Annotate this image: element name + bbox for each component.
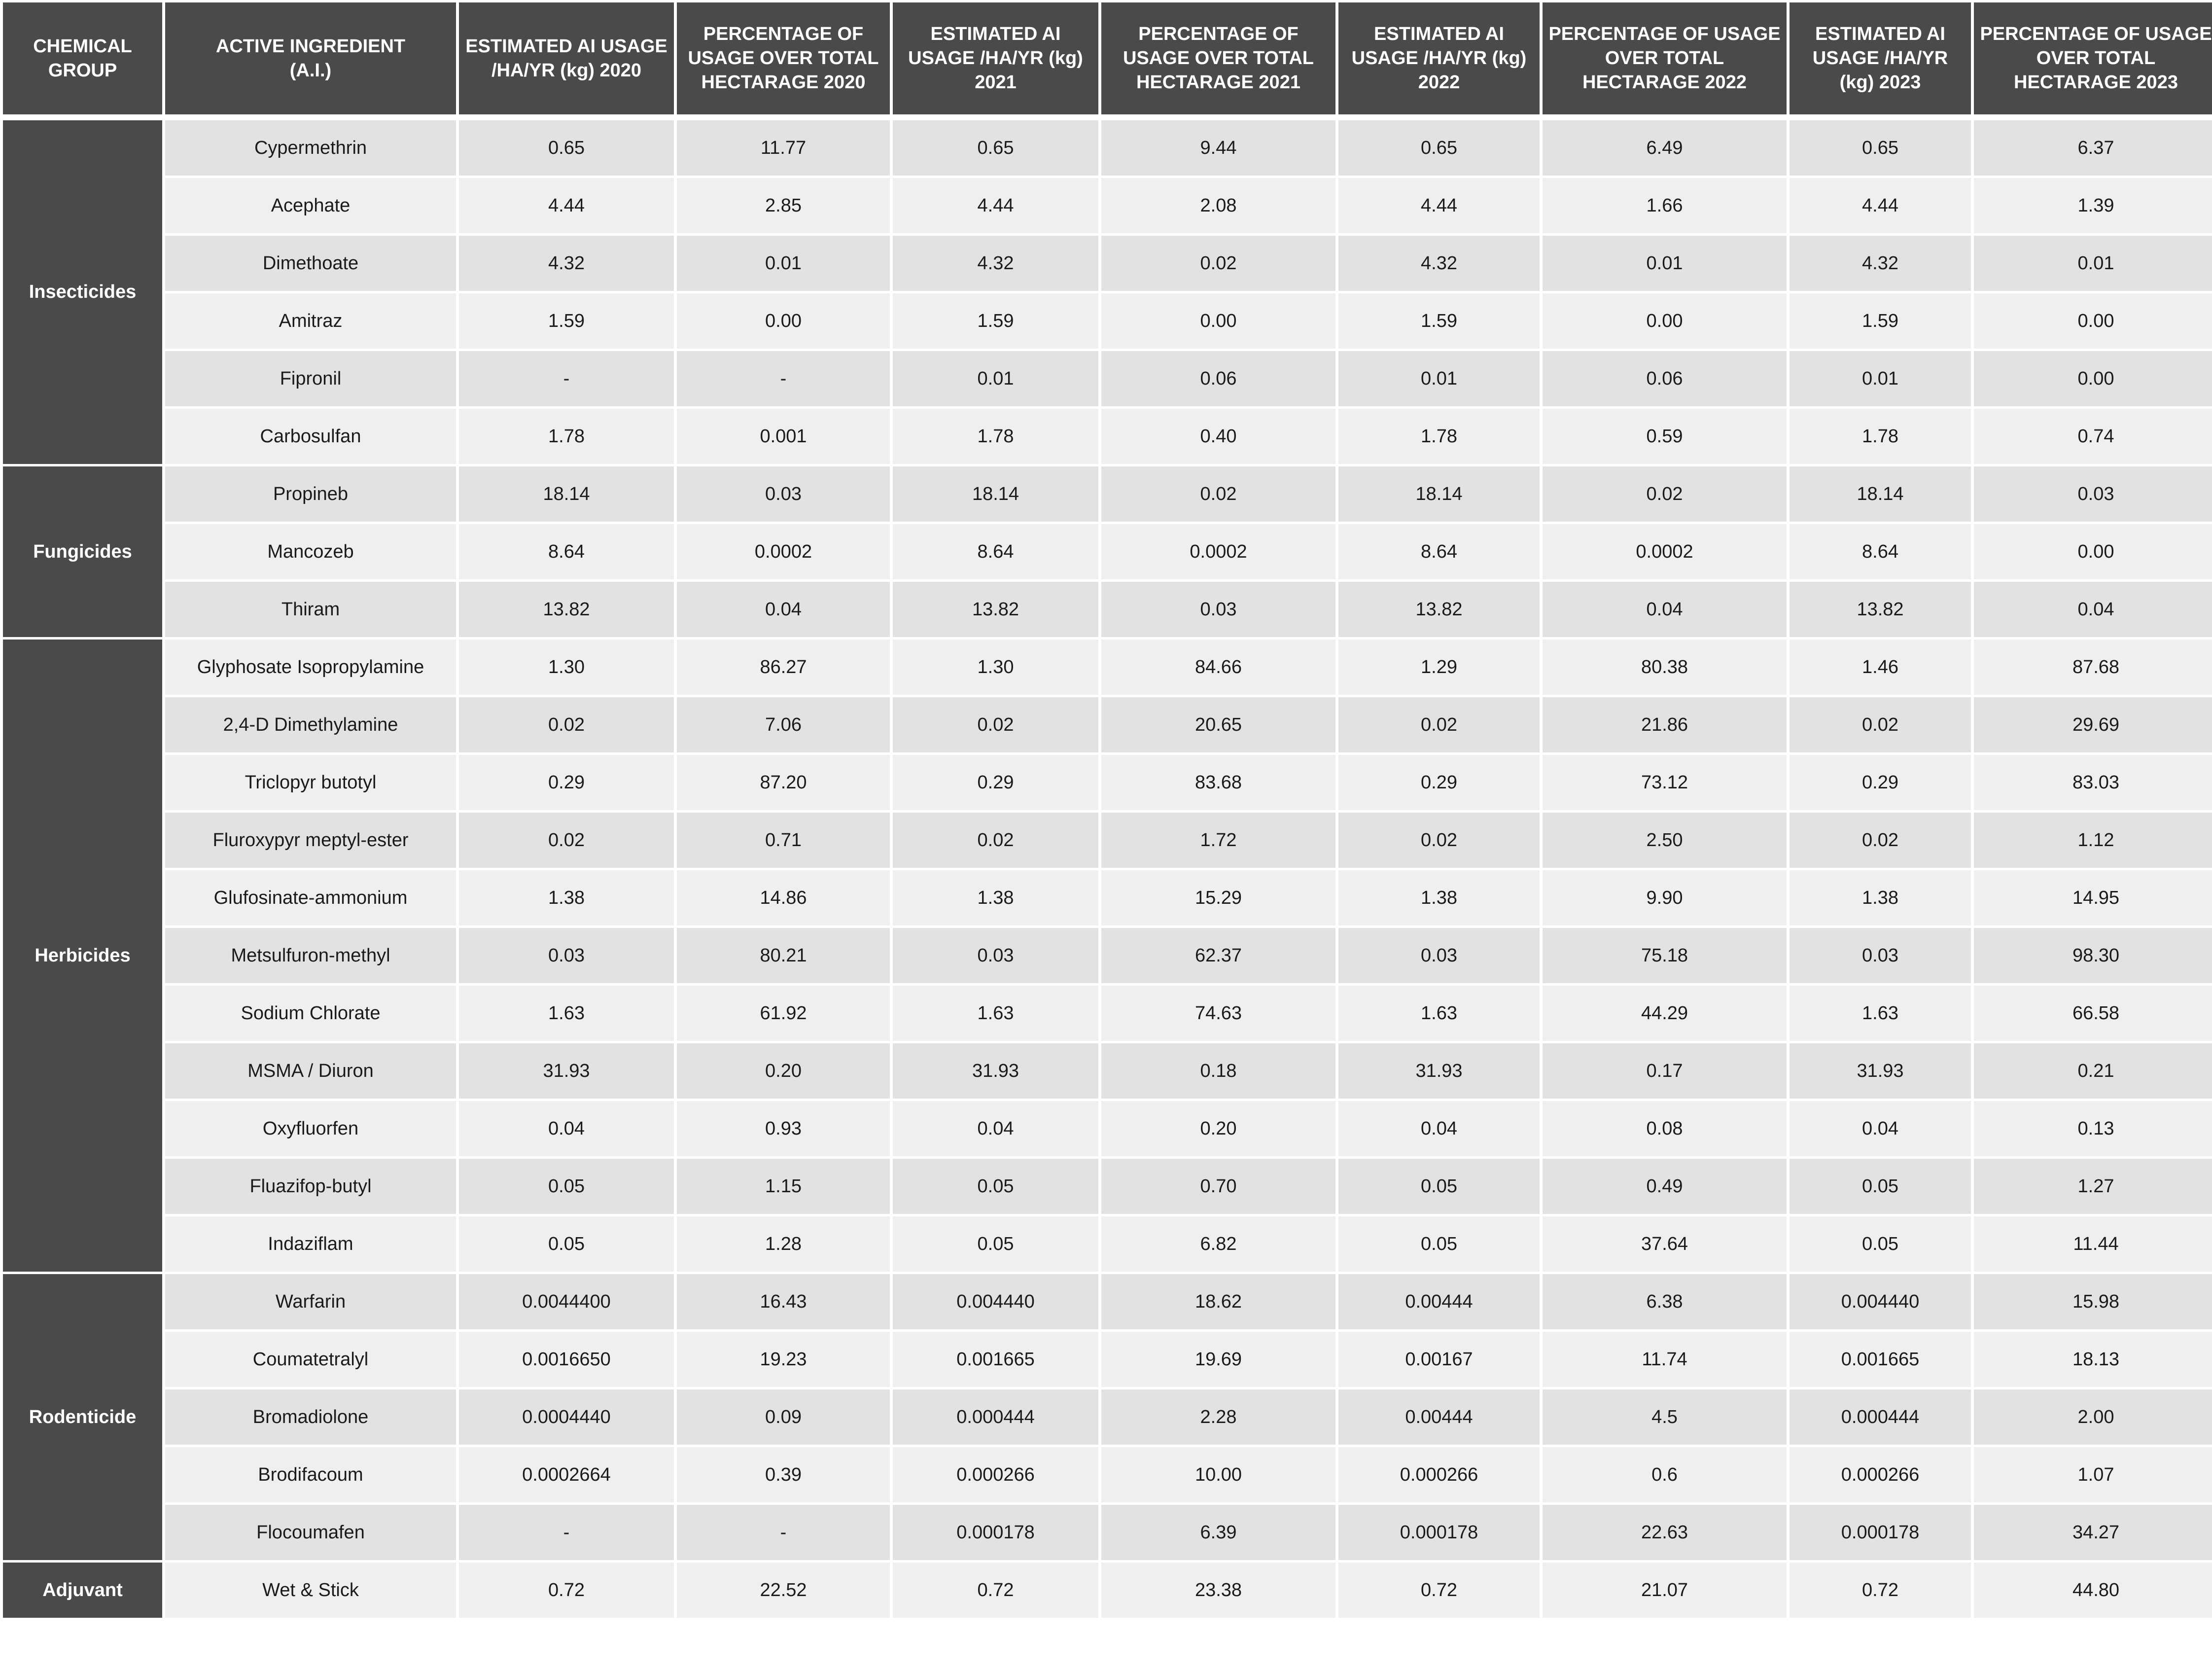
value-cell: 44.80 xyxy=(1974,1563,2212,1618)
value-cell: 1.63 xyxy=(893,986,1098,1041)
value-cell: 0.04 xyxy=(1338,1101,1540,1156)
value-cell: 1.78 xyxy=(459,409,674,464)
active-ingredient-cell: Dimethoate xyxy=(165,236,456,291)
value-cell: 2.28 xyxy=(1101,1389,1335,1445)
value-cell: 0.70 xyxy=(1101,1159,1335,1214)
value-cell: 14.86 xyxy=(677,870,890,925)
active-ingredient-cell: Coumatetralyl xyxy=(165,1332,456,1387)
value-cell: 0.29 xyxy=(893,755,1098,810)
value-cell: 0.08 xyxy=(1543,1101,1787,1156)
value-cell: 1.38 xyxy=(1338,870,1540,925)
table-row xyxy=(3,1216,2212,1272)
value-cell: 0.59 xyxy=(1543,409,1787,464)
value-cell: 1.29 xyxy=(1338,640,1540,695)
value-cell: 0.65 xyxy=(459,120,674,176)
value-cell: 0.65 xyxy=(1790,120,1971,176)
value-cell: 0.01 xyxy=(893,351,1098,406)
header-usage-2021: ESTIMATED AI USAGE /HA/YR (kg) 2021 xyxy=(893,2,1098,114)
value-cell: 1.59 xyxy=(1790,293,1971,349)
header-percentage-2023: PERCENTAGE OF USAGE OVER TOTAL HECTARAGE 2023 xyxy=(1974,2,2212,114)
active-ingredient-cell: Bromadiolone xyxy=(165,1389,456,1445)
table-row xyxy=(3,1043,2212,1099)
header-usage-2022: ESTIMATED AI USAGE /HA/YR (kg) 2022 xyxy=(1338,2,1540,114)
value-cell: 0.004440 xyxy=(893,1274,1098,1329)
table-row xyxy=(3,1563,2212,1618)
value-cell: 0.000178 xyxy=(1790,1505,1971,1560)
value-cell: - xyxy=(459,351,674,406)
value-cell: 0.001 xyxy=(677,409,890,464)
value-cell: 0.0004440 xyxy=(459,1389,674,1445)
value-cell: 29.69 xyxy=(1974,697,2212,752)
header-active-ingredient: ACTIVE INGREDIENT (A.I.) xyxy=(165,2,456,114)
value-cell: - xyxy=(677,1505,890,1560)
value-cell: 6.39 xyxy=(1101,1505,1335,1560)
value-cell: - xyxy=(459,1505,674,1560)
value-cell: 13.82 xyxy=(893,582,1098,637)
value-cell: 0.001665 xyxy=(1790,1332,1971,1387)
value-cell: 19.23 xyxy=(677,1332,890,1387)
value-cell: 0.09 xyxy=(677,1389,890,1445)
header-chemical-group: CHEMICAL GROUP xyxy=(3,2,162,114)
value-cell: 0.02 xyxy=(893,813,1098,868)
value-cell: 0.03 xyxy=(1101,582,1335,637)
value-cell: 1.39 xyxy=(1974,178,2212,233)
value-cell: 19.69 xyxy=(1101,1332,1335,1387)
value-cell: 0.00167 xyxy=(1338,1332,1540,1387)
value-cell: 0.01 xyxy=(1543,236,1787,291)
value-cell: 0.39 xyxy=(677,1447,890,1502)
value-cell: 1.63 xyxy=(1790,986,1971,1041)
value-cell: 0.0002664 xyxy=(459,1447,674,1502)
value-cell: 0.05 xyxy=(1790,1159,1971,1214)
table-row xyxy=(3,1159,2212,1214)
value-cell: 4.32 xyxy=(893,236,1098,291)
value-cell: 1.46 xyxy=(1790,640,1971,695)
value-cell: 37.64 xyxy=(1543,1216,1787,1272)
value-cell: 16.43 xyxy=(677,1274,890,1329)
value-cell: 0.49 xyxy=(1543,1159,1787,1214)
value-cell: 0.72 xyxy=(459,1563,674,1618)
table-row xyxy=(3,293,2212,349)
active-ingredient-cell: Flocoumafen xyxy=(165,1505,456,1560)
value-cell: 1.78 xyxy=(1338,409,1540,464)
active-ingredient-cell: Fipronil xyxy=(165,351,456,406)
value-cell: 2.85 xyxy=(677,178,890,233)
value-cell: 4.32 xyxy=(1790,236,1971,291)
value-cell: 83.68 xyxy=(1101,755,1335,810)
table-row xyxy=(3,524,2212,579)
value-cell: 0.04 xyxy=(1974,582,2212,637)
active-ingredient-cell: Wet & Stick xyxy=(165,1563,456,1618)
active-ingredient-cell: Carbosulfan xyxy=(165,409,456,464)
value-cell: 0.04 xyxy=(459,1101,674,1156)
value-cell: 0.0002 xyxy=(677,524,890,579)
value-cell: 0.71 xyxy=(677,813,890,868)
value-cell: 8.64 xyxy=(459,524,674,579)
value-cell: 0.01 xyxy=(1790,351,1971,406)
value-cell: 0.93 xyxy=(677,1101,890,1156)
value-cell: 31.93 xyxy=(1790,1043,1971,1099)
value-cell: 0.04 xyxy=(1790,1101,1971,1156)
table-row xyxy=(3,870,2212,925)
active-ingredient-cell: 2,4-D Dimethylamine xyxy=(165,697,456,752)
value-cell: 0.72 xyxy=(1790,1563,1971,1618)
value-cell: 0.0002 xyxy=(1101,524,1335,579)
value-cell: 18.14 xyxy=(1790,466,1971,522)
chemical-group-cell: Adjuvant xyxy=(3,1563,162,1618)
value-cell: 18.14 xyxy=(1338,466,1540,522)
value-cell: 44.29 xyxy=(1543,986,1787,1041)
value-cell: 31.93 xyxy=(893,1043,1098,1099)
value-cell: 0.02 xyxy=(1543,466,1787,522)
value-cell: 15.29 xyxy=(1101,870,1335,925)
value-cell: 18.14 xyxy=(459,466,674,522)
value-cell: 0.17 xyxy=(1543,1043,1787,1099)
value-cell: 15.98 xyxy=(1974,1274,2212,1329)
table-row xyxy=(3,409,2212,464)
chemical-group-cell: Herbicides xyxy=(3,640,162,1272)
active-ingredient-cell: Amitraz xyxy=(165,293,456,349)
value-cell: 4.44 xyxy=(459,178,674,233)
active-ingredient-cell: Warfarin xyxy=(165,1274,456,1329)
active-ingredient-cell: Fluroxypyr meptyl-ester xyxy=(165,813,456,868)
value-cell: 0.02 xyxy=(1790,697,1971,752)
value-cell: 1.38 xyxy=(1790,870,1971,925)
value-cell: 0.02 xyxy=(1101,466,1335,522)
value-cell: 9.44 xyxy=(1101,120,1335,176)
value-cell: 0.03 xyxy=(1790,928,1971,983)
value-cell: 1.63 xyxy=(459,986,674,1041)
value-cell: 0.000266 xyxy=(893,1447,1098,1502)
value-cell: 31.93 xyxy=(1338,1043,1540,1099)
value-cell: 13.82 xyxy=(1338,582,1540,637)
value-cell: 0.03 xyxy=(459,928,674,983)
value-cell: 0.29 xyxy=(1790,755,1971,810)
chemical-group-cell: Insecticides xyxy=(3,120,162,464)
value-cell: 2.50 xyxy=(1543,813,1787,868)
value-cell: 0.0016650 xyxy=(459,1332,674,1387)
value-cell: 6.82 xyxy=(1101,1216,1335,1272)
header-usage-2023: ESTIMATED AI USAGE /HA/YR (kg) 2023 xyxy=(1790,2,1971,114)
value-cell: 6.38 xyxy=(1543,1274,1787,1329)
value-cell: 1.38 xyxy=(893,870,1098,925)
active-ingredient-cell: Acephate xyxy=(165,178,456,233)
value-cell: 13.82 xyxy=(459,582,674,637)
value-cell: 0.02 xyxy=(459,813,674,868)
value-cell: 61.92 xyxy=(677,986,890,1041)
value-cell: 0.05 xyxy=(893,1216,1098,1272)
value-cell: 0.01 xyxy=(677,236,890,291)
value-cell: 1.59 xyxy=(1338,293,1540,349)
table-row xyxy=(3,466,2212,522)
table-row xyxy=(3,986,2212,1041)
value-cell: 34.27 xyxy=(1974,1505,2212,1560)
value-cell: 6.37 xyxy=(1974,120,2212,176)
value-cell: 1.66 xyxy=(1543,178,1787,233)
spacer-cell xyxy=(3,117,2212,118)
active-ingredient-cell: Thiram xyxy=(165,582,456,637)
value-cell: 83.03 xyxy=(1974,755,2212,810)
table-row xyxy=(3,1274,2212,1329)
value-cell: 4.44 xyxy=(1338,178,1540,233)
value-cell: 20.65 xyxy=(1101,697,1335,752)
value-cell: 0.03 xyxy=(893,928,1098,983)
value-cell: 0.20 xyxy=(1101,1101,1335,1156)
value-cell: 1.78 xyxy=(893,409,1098,464)
value-cell: 13.82 xyxy=(1790,582,1971,637)
active-ingredient-cell: Cypermethrin xyxy=(165,120,456,176)
value-cell: 22.63 xyxy=(1543,1505,1787,1560)
value-cell: 4.5 xyxy=(1543,1389,1787,1445)
header-percentage-2020: PERCENTAGE OF USAGE OVER TOTAL HECTARAGE 2020 xyxy=(677,2,890,114)
table-row xyxy=(3,1101,2212,1156)
value-cell: 4.32 xyxy=(459,236,674,291)
value-cell: 18.13 xyxy=(1974,1332,2212,1387)
table-row xyxy=(3,928,2212,983)
value-cell: 0.13 xyxy=(1974,1101,2212,1156)
value-cell: 0.05 xyxy=(459,1216,674,1272)
value-cell: 0.72 xyxy=(893,1563,1098,1618)
value-cell: 6.49 xyxy=(1543,120,1787,176)
value-cell: 0.05 xyxy=(1790,1216,1971,1272)
value-cell: 0.0044400 xyxy=(459,1274,674,1329)
active-ingredient-cell: Fluazifop-butyl xyxy=(165,1159,456,1214)
value-cell: 18.14 xyxy=(893,466,1098,522)
value-cell: 0.00 xyxy=(677,293,890,349)
value-cell: 0.001665 xyxy=(893,1332,1098,1387)
value-cell: 0.00444 xyxy=(1338,1274,1540,1329)
value-cell: 0.04 xyxy=(893,1101,1098,1156)
active-ingredient-cell: Mancozeb xyxy=(165,524,456,579)
value-cell: 0.01 xyxy=(1338,351,1540,406)
value-cell: 22.52 xyxy=(677,1563,890,1618)
value-cell: 0.004440 xyxy=(1790,1274,1971,1329)
value-cell: 66.58 xyxy=(1974,986,2212,1041)
value-cell: 0.65 xyxy=(1338,120,1540,176)
active-ingredient-cell: Sodium Chlorate xyxy=(165,986,456,1041)
value-cell: 0.40 xyxy=(1101,409,1335,464)
active-ingredient-cell: Indaziflam xyxy=(165,1216,456,1272)
value-cell: 1.59 xyxy=(893,293,1098,349)
value-cell: 1.59 xyxy=(459,293,674,349)
table-header xyxy=(3,2,2212,118)
table-row xyxy=(3,351,2212,406)
value-cell: 10.00 xyxy=(1101,1447,1335,1502)
value-cell: 0.04 xyxy=(1543,582,1787,637)
table-row xyxy=(3,582,2212,637)
active-ingredient-cell: Triclopyr butotyl xyxy=(165,755,456,810)
value-cell: 0.00 xyxy=(1974,351,2212,406)
value-cell: 0.06 xyxy=(1101,351,1335,406)
value-cell: 0.00 xyxy=(1974,524,2212,579)
value-cell: 0.02 xyxy=(459,697,674,752)
value-cell: 4.44 xyxy=(893,178,1098,233)
value-cell: 0.02 xyxy=(1790,813,1971,868)
value-cell: 0.05 xyxy=(1338,1216,1540,1272)
header-percentage-2021: PERCENTAGE OF USAGE OVER TOTAL HECTARAGE 2021 xyxy=(1101,2,1335,114)
value-cell: 0.02 xyxy=(1101,236,1335,291)
active-ingredient-cell: Glyphosate Isopropylamine xyxy=(165,640,456,695)
header-usage-2020: ESTIMATED AI USAGE /HA/YR (kg) 2020 xyxy=(459,2,674,114)
value-cell: 0.6 xyxy=(1543,1447,1787,1502)
value-cell: 0.03 xyxy=(1974,466,2212,522)
value-cell: 62.37 xyxy=(1101,928,1335,983)
table-row xyxy=(3,640,2212,695)
value-cell: 0.74 xyxy=(1974,409,2212,464)
value-cell: 0.000178 xyxy=(893,1505,1098,1560)
value-cell: 18.62 xyxy=(1101,1274,1335,1329)
table-row xyxy=(3,236,2212,291)
active-ingredient-cell: MSMA / Diuron xyxy=(165,1043,456,1099)
value-cell: 4.44 xyxy=(1790,178,1971,233)
value-cell: 21.86 xyxy=(1543,697,1787,752)
value-cell: 74.63 xyxy=(1101,986,1335,1041)
value-cell: 0.20 xyxy=(677,1043,890,1099)
value-cell: 0.000444 xyxy=(893,1389,1098,1445)
value-cell: 0.05 xyxy=(893,1159,1098,1214)
table-body xyxy=(3,120,2212,1618)
value-cell: 0.000444 xyxy=(1790,1389,1971,1445)
value-cell: 0.00 xyxy=(1543,293,1787,349)
value-cell: 4.32 xyxy=(1338,236,1540,291)
value-cell: 8.64 xyxy=(893,524,1098,579)
value-cell: 0.00 xyxy=(1101,293,1335,349)
table-row xyxy=(3,813,2212,868)
value-cell: 1.30 xyxy=(459,640,674,695)
value-cell: 0.72 xyxy=(1338,1563,1540,1618)
value-cell: 14.95 xyxy=(1974,870,2212,925)
value-cell: 75.18 xyxy=(1543,928,1787,983)
value-cell: 0.65 xyxy=(893,120,1098,176)
table-row xyxy=(3,120,2212,176)
value-cell: 0.02 xyxy=(893,697,1098,752)
value-cell: 2.08 xyxy=(1101,178,1335,233)
value-cell: 87.20 xyxy=(677,755,890,810)
value-cell: 1.07 xyxy=(1974,1447,2212,1502)
value-cell: 0.000266 xyxy=(1338,1447,1540,1502)
table-row xyxy=(3,1505,2212,1560)
table-row xyxy=(3,1332,2212,1387)
value-cell: - xyxy=(677,351,890,406)
value-cell: 73.12 xyxy=(1543,755,1787,810)
value-cell: 1.27 xyxy=(1974,1159,2212,1214)
value-cell: 0.000266 xyxy=(1790,1447,1971,1502)
value-cell: 80.38 xyxy=(1543,640,1787,695)
value-cell: 86.27 xyxy=(677,640,890,695)
value-cell: 1.28 xyxy=(677,1216,890,1272)
active-ingredient-cell: Brodifacoum xyxy=(165,1447,456,1502)
value-cell: 0.04 xyxy=(677,582,890,637)
value-cell: 1.15 xyxy=(677,1159,890,1214)
table-row xyxy=(3,755,2212,810)
value-cell: 2.00 xyxy=(1974,1389,2212,1445)
value-cell: 0.000178 xyxy=(1338,1505,1540,1560)
value-cell: 87.68 xyxy=(1974,640,2212,695)
value-cell: 0.02 xyxy=(1338,697,1540,752)
value-cell: 1.63 xyxy=(1338,986,1540,1041)
value-cell: 23.38 xyxy=(1101,1563,1335,1618)
value-cell: 98.30 xyxy=(1974,928,2212,983)
value-cell: 8.64 xyxy=(1790,524,1971,579)
value-cell: 0.03 xyxy=(677,466,890,522)
table-row xyxy=(3,697,2212,752)
value-cell: 1.30 xyxy=(893,640,1098,695)
value-cell: 80.21 xyxy=(677,928,890,983)
table-row xyxy=(3,178,2212,233)
value-cell: 0.0002 xyxy=(1543,524,1787,579)
value-cell: 0.29 xyxy=(459,755,674,810)
value-cell: 0.18 xyxy=(1101,1043,1335,1099)
value-cell: 1.78 xyxy=(1790,409,1971,464)
value-cell: 8.64 xyxy=(1338,524,1540,579)
value-cell: 9.90 xyxy=(1543,870,1787,925)
value-cell: 1.12 xyxy=(1974,813,2212,868)
value-cell: 0.03 xyxy=(1338,928,1540,983)
value-cell: 0.21 xyxy=(1974,1043,2212,1099)
value-cell: 84.66 xyxy=(1101,640,1335,695)
value-cell: 0.01 xyxy=(1974,236,2212,291)
chemical-group-cell: Fungicides xyxy=(3,466,162,637)
active-ingredient-cell: Oxyfluorfen xyxy=(165,1101,456,1156)
table-row xyxy=(3,1447,2212,1502)
header-spacer xyxy=(3,117,2212,118)
value-cell: 1.72 xyxy=(1101,813,1335,868)
value-cell: 31.93 xyxy=(459,1043,674,1099)
value-cell: 0.05 xyxy=(459,1159,674,1214)
chemical-group-cell: Rodenticide xyxy=(3,1274,162,1560)
table-row xyxy=(3,1389,2212,1445)
header-percentage-2022: PERCENTAGE OF USAGE OVER TOTAL HECTARAGE 2022 xyxy=(1543,2,1787,114)
value-cell: 0.29 xyxy=(1338,755,1540,810)
active-ingredient-cell: Propineb xyxy=(165,466,456,522)
header-row xyxy=(3,2,2212,114)
value-cell: 0.00444 xyxy=(1338,1389,1540,1445)
value-cell: 0.06 xyxy=(1543,351,1787,406)
value-cell: 0.00 xyxy=(1974,293,2212,349)
value-cell: 0.05 xyxy=(1338,1159,1540,1214)
value-cell: 21.07 xyxy=(1543,1563,1787,1618)
value-cell: 0.02 xyxy=(1338,813,1540,868)
value-cell: 11.74 xyxy=(1543,1332,1787,1387)
active-ingredient-cell: Glufosinate-ammonium xyxy=(165,870,456,925)
value-cell: 11.44 xyxy=(1974,1216,2212,1272)
value-cell: 11.77 xyxy=(677,120,890,176)
value-cell: 7.06 xyxy=(677,697,890,752)
value-cell: 1.38 xyxy=(459,870,674,925)
active-ingredient-cell: Metsulfuron-methyl xyxy=(165,928,456,983)
